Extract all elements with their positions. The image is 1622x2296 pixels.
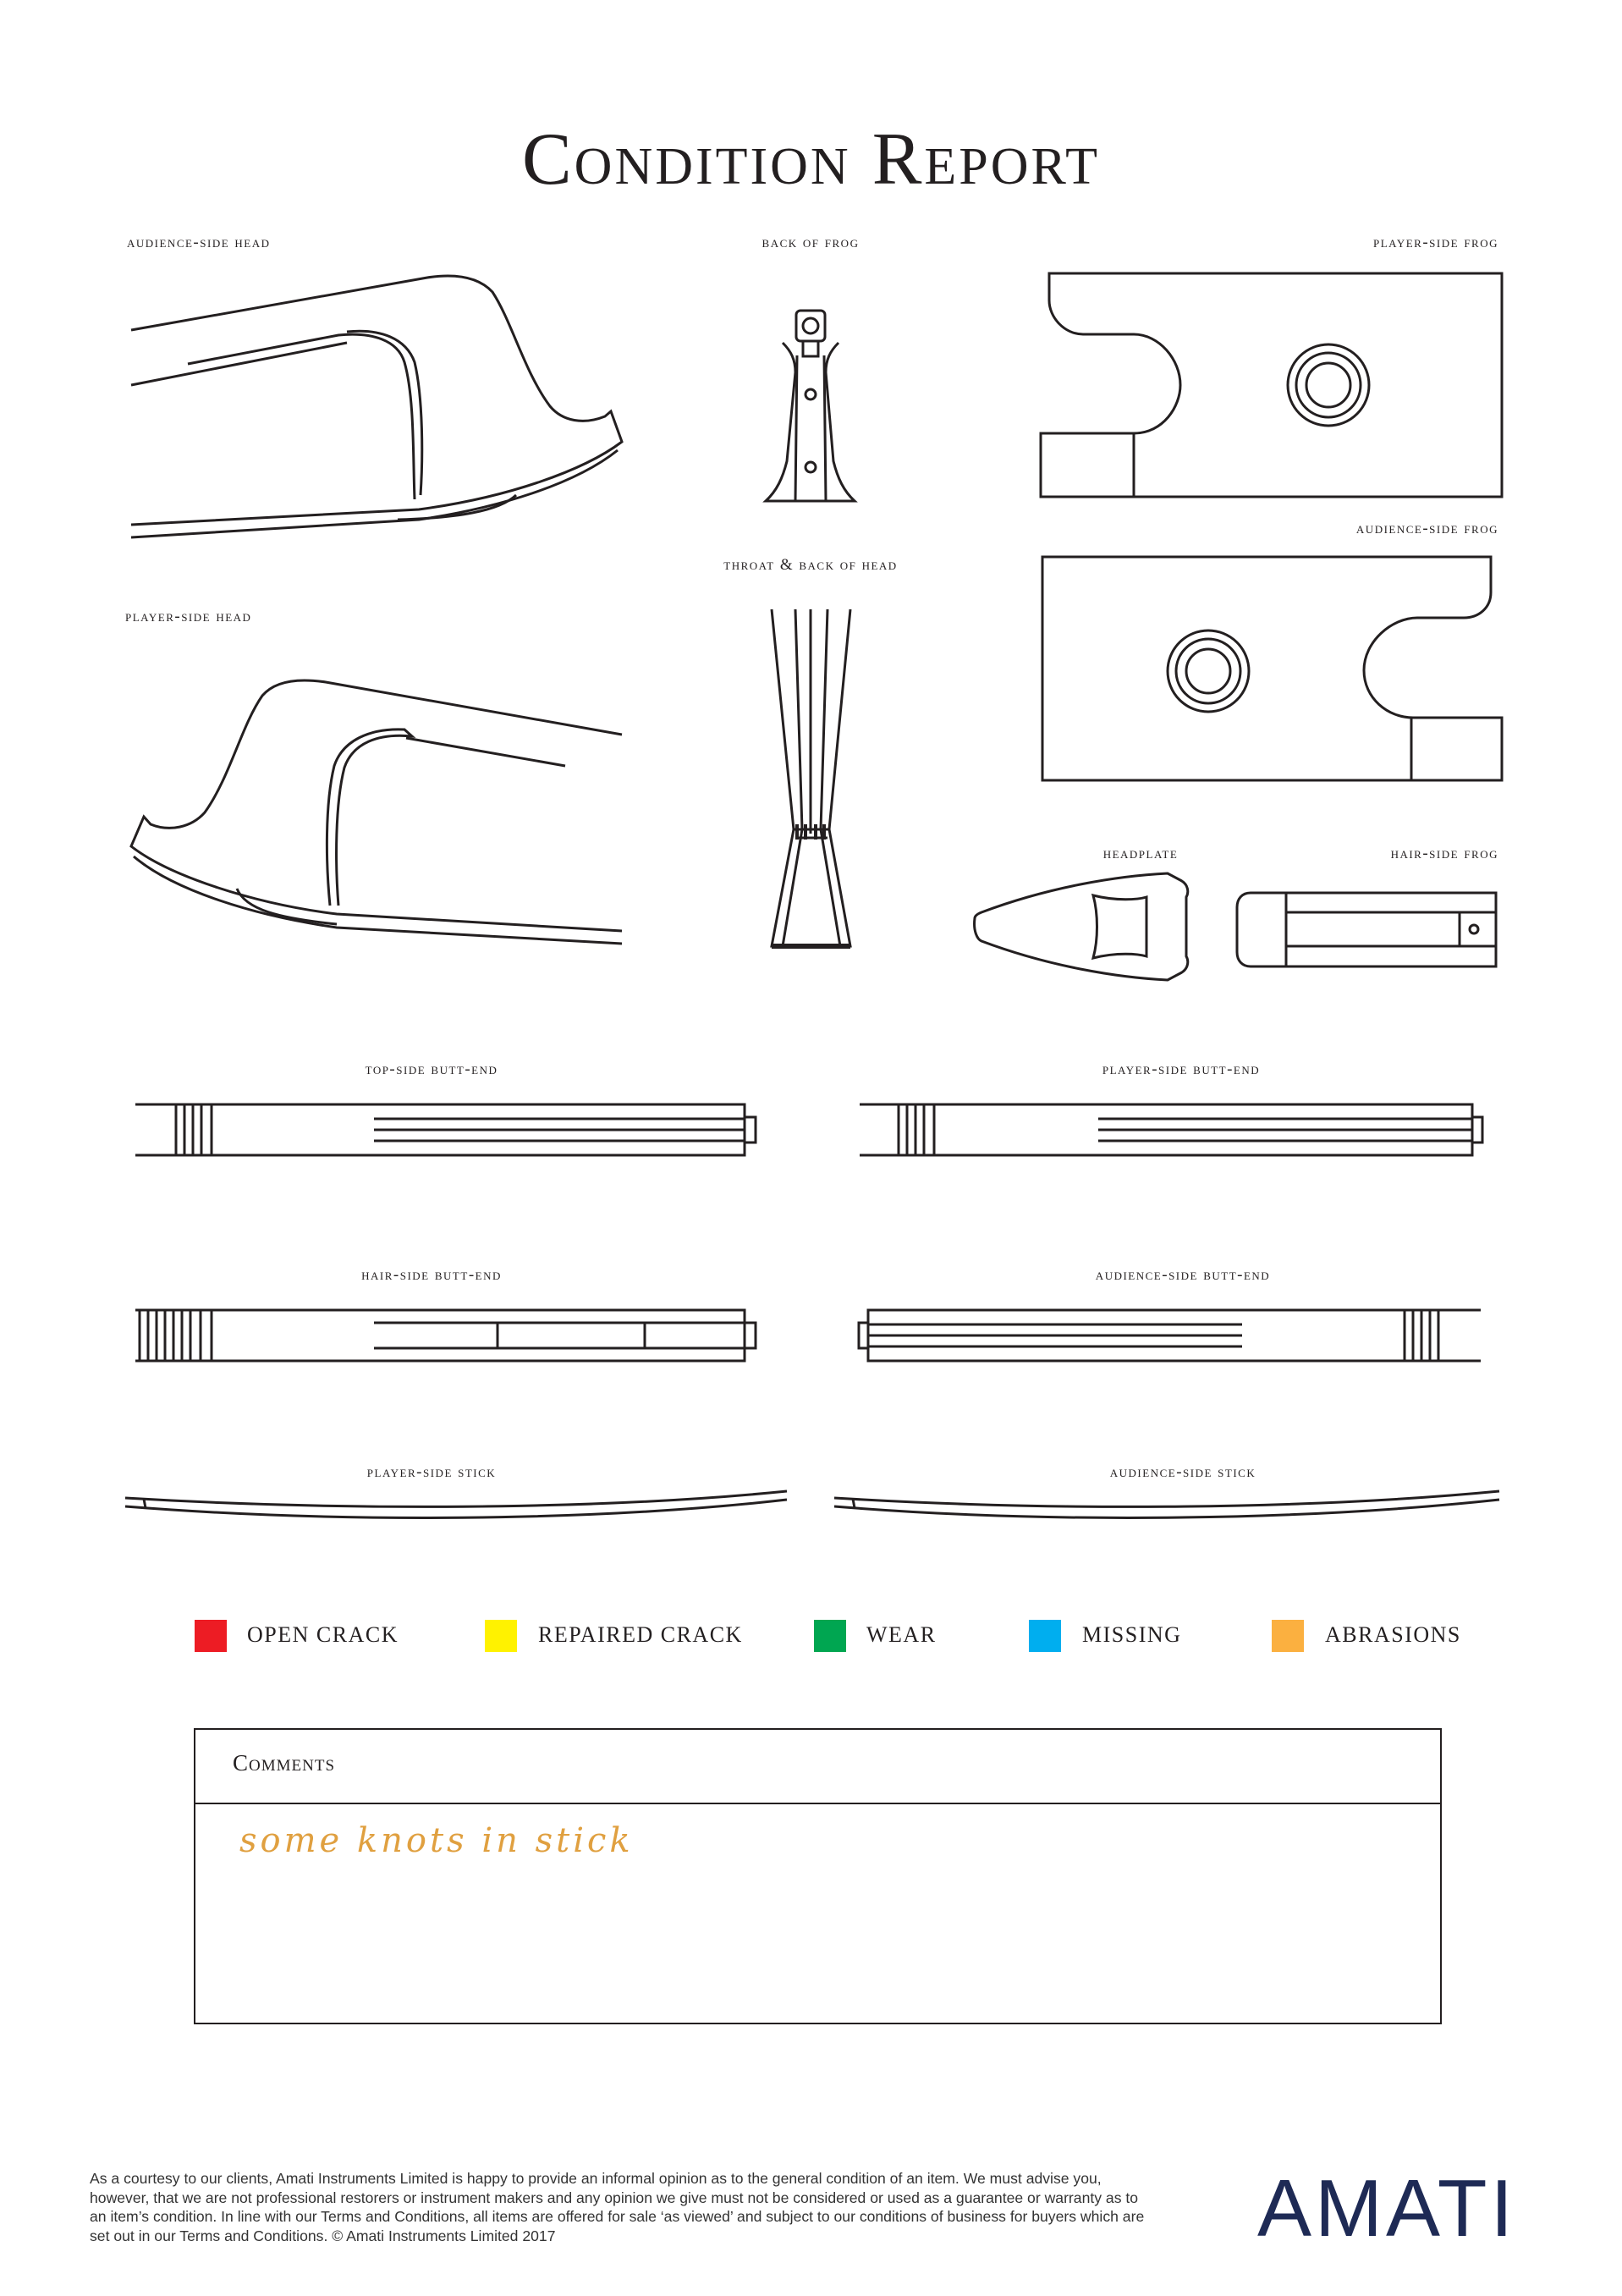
label-audience-side-stick: audience-side stick — [1109, 1463, 1256, 1481]
label-audience-side-butt-end: audience-side butt-end — [1095, 1266, 1271, 1284]
audience-side-head-drawing — [131, 276, 622, 537]
comments-text: some knots in stick — [239, 1821, 634, 1860]
legend-swatch-missing — [1029, 1620, 1061, 1652]
player-side-frog-drawing — [1041, 273, 1502, 497]
legend-label-repaired-crack: REPAIRED CRACK — [538, 1622, 743, 1647]
amati-logo: AMATI — [1257, 2163, 1517, 2254]
legend-swatch-wear — [814, 1620, 846, 1652]
label-hair-side-butt-end: hair-side butt-end — [361, 1266, 502, 1284]
disclaimer-text: As a courtesy to our clients, Amati Instruments Limited is happy to provide an informal opinion as to the general condition of an item. We must advise you, however, that we are not professional restorers or instrument makers and any opinion we give must not be considered or used as a guarantee or warranty as to an item’s condition. In line with our Terms and Conditions, all items are offered for sale ‘as viewed’ and subject to our conditions of business for buyers which are set out in our Terms and Conditions. © Amati Instruments Limited 2017 — [90, 2170, 1145, 2244]
label-back-of-frog: back of frog — [762, 234, 860, 251]
legend-swatch-open-crack — [195, 1620, 227, 1652]
legend-label-abrasions: ABRASIONS — [1325, 1622, 1461, 1647]
legend-swatch-abrasions — [1272, 1620, 1304, 1652]
audience-side-butt-end-drawing — [859, 1310, 1481, 1361]
page-title: Condition Report — [521, 118, 1101, 201]
label-audience-side-frog: audience-side frog — [1355, 520, 1498, 537]
legend-label-open-crack: OPEN CRACK — [247, 1622, 399, 1647]
label-player-side-head: player-side head — [125, 608, 252, 625]
audience-side-frog-drawing — [1042, 557, 1502, 780]
audience-side-stick-drawing — [834, 1491, 1499, 1517]
throat-back-head-drawing — [772, 609, 850, 946]
label-hair-side-frog: hair-side frog — [1390, 845, 1498, 862]
label-player-side-butt-end: player-side butt-end — [1102, 1060, 1261, 1078]
label-audience-side-head: audience-side head — [127, 234, 271, 251]
player-side-head-drawing — [131, 680, 622, 944]
back-of-frog-drawing — [766, 311, 855, 501]
label-top-side-butt-end: top-side butt-end — [365, 1060, 498, 1078]
legend-swatch-repaired-crack — [485, 1620, 517, 1652]
player-side-stick-drawing — [125, 1491, 787, 1517]
label-throat-back-head: throat & back of head — [723, 556, 898, 574]
player-side-butt-end-drawing — [860, 1104, 1482, 1155]
hair-side-frog-drawing — [1237, 893, 1496, 966]
headplate-drawing — [975, 873, 1188, 980]
label-headplate: headplate — [1102, 845, 1179, 862]
top-side-butt-end-drawing — [135, 1104, 756, 1155]
label-player-side-stick: player-side stick — [366, 1463, 497, 1481]
comments-box[interactable] — [194, 1728, 1442, 2024]
legend-label-missing: MISSING — [1082, 1622, 1182, 1647]
hair-side-butt-end-drawing — [135, 1310, 756, 1361]
comments-heading: Comments — [195, 1730, 1440, 1804]
label-player-side-frog: player-side frog — [1372, 234, 1498, 251]
legend-label-wear: WEAR — [866, 1622, 937, 1647]
